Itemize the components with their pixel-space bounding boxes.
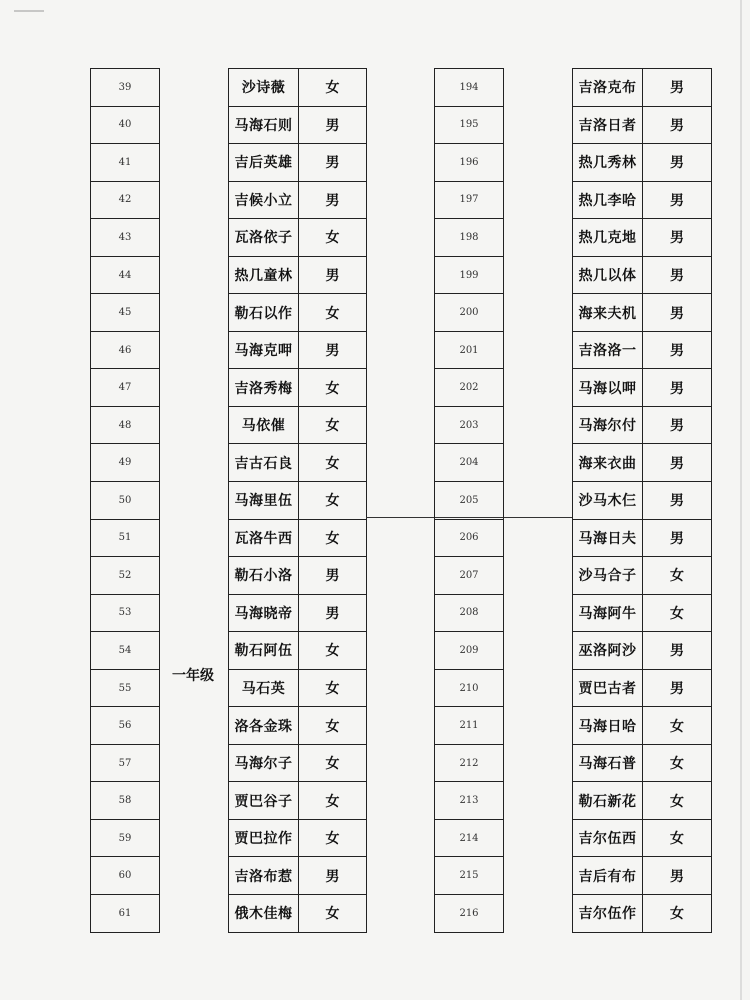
number-row bbox=[435, 407, 503, 445]
number-row bbox=[435, 444, 503, 482]
student-row bbox=[229, 632, 366, 670]
student-gender: 女 bbox=[298, 895, 366, 932]
student-name: 热几秀林 bbox=[578, 155, 637, 172]
student-row bbox=[229, 782, 366, 820]
student-name: 勒石新花 bbox=[578, 793, 637, 810]
student-row bbox=[229, 670, 366, 708]
right-name-column bbox=[572, 68, 712, 933]
number-row bbox=[435, 820, 503, 858]
student-row bbox=[573, 294, 711, 332]
scan-artifact bbox=[14, 10, 44, 12]
student-row bbox=[573, 857, 711, 895]
student-row bbox=[229, 144, 366, 182]
student-row bbox=[229, 219, 366, 257]
number-row bbox=[91, 257, 159, 295]
student-gender: 女 bbox=[298, 444, 366, 481]
student-gender: 男 bbox=[642, 107, 711, 144]
student-name: 沙马木仨 bbox=[578, 493, 637, 510]
student-row bbox=[573, 332, 711, 370]
student-gender: 女 bbox=[298, 520, 366, 557]
left-number-column bbox=[90, 68, 160, 933]
student-gender: 女 bbox=[642, 895, 711, 932]
student-name: 吉尔伍西 bbox=[578, 831, 637, 848]
student-gender: 男 bbox=[298, 257, 366, 294]
student-number: 205 bbox=[459, 494, 479, 506]
student-number: 48 bbox=[118, 419, 132, 431]
student-gender: 女 bbox=[642, 820, 711, 857]
student-gender: 男 bbox=[642, 219, 711, 256]
student-row bbox=[229, 820, 366, 858]
student-number: 60 bbox=[118, 870, 132, 882]
student-row bbox=[573, 895, 711, 933]
student-number: 206 bbox=[459, 532, 479, 544]
student-gender: 男 bbox=[298, 595, 366, 632]
student-number: 197 bbox=[459, 194, 479, 206]
student-row bbox=[573, 557, 711, 595]
number-row bbox=[435, 557, 503, 595]
student-name: 吉古石良 bbox=[234, 455, 293, 472]
student-row bbox=[573, 670, 711, 708]
number-row bbox=[435, 182, 503, 220]
student-name: 贾巴谷子 bbox=[234, 793, 293, 810]
student-name: 马海尔子 bbox=[234, 756, 293, 773]
student-number: 56 bbox=[118, 720, 132, 732]
student-gender: 女 bbox=[298, 294, 366, 331]
student-number: 53 bbox=[118, 607, 132, 619]
student-row bbox=[229, 857, 366, 895]
student-number: 43 bbox=[118, 231, 132, 243]
student-name: 热几以体 bbox=[578, 268, 637, 284]
number-row bbox=[91, 595, 159, 633]
student-name: 吉后英雄 bbox=[234, 155, 293, 172]
student-name: 马石英 bbox=[241, 681, 286, 698]
student-name: 沙马合子 bbox=[578, 568, 637, 585]
student-row bbox=[229, 595, 366, 633]
student-row bbox=[573, 707, 711, 745]
student-row bbox=[573, 820, 711, 858]
student-row bbox=[229, 520, 366, 558]
student-name: 热几童林 bbox=[234, 268, 293, 284]
student-row bbox=[229, 444, 366, 482]
student-gender: 男 bbox=[298, 182, 366, 219]
student-row bbox=[229, 182, 366, 220]
student-number: 204 bbox=[459, 457, 479, 469]
number-row bbox=[91, 407, 159, 445]
student-number: 51 bbox=[118, 532, 132, 544]
student-gender: 男 bbox=[642, 670, 711, 707]
number-row bbox=[91, 782, 159, 820]
student-row bbox=[229, 745, 366, 783]
right-number-column bbox=[434, 68, 504, 933]
student-row bbox=[573, 595, 711, 633]
student-row bbox=[229, 407, 366, 445]
student-number: 47 bbox=[118, 382, 132, 394]
student-name: 马海日夫 bbox=[578, 530, 637, 547]
student-row bbox=[229, 294, 366, 332]
number-row bbox=[91, 219, 159, 257]
student-gender: 女 bbox=[298, 782, 366, 819]
student-name: 勒石阿伍 bbox=[234, 643, 293, 660]
student-row bbox=[573, 257, 711, 295]
student-number: 199 bbox=[459, 269, 479, 281]
student-row bbox=[573, 632, 711, 670]
student-row bbox=[573, 482, 711, 520]
number-row bbox=[91, 745, 159, 783]
grade-label: 一年级 bbox=[172, 668, 214, 684]
student-gender: 女 bbox=[298, 745, 366, 782]
number-row bbox=[91, 369, 159, 407]
student-number: 213 bbox=[459, 795, 479, 807]
student-row bbox=[229, 69, 366, 107]
student-gender: 女 bbox=[642, 707, 711, 744]
student-row bbox=[573, 107, 711, 145]
student-name: 巫洛阿沙 bbox=[578, 643, 637, 660]
student-gender: 男 bbox=[642, 444, 711, 481]
number-row bbox=[435, 257, 503, 295]
student-number: 61 bbox=[118, 907, 132, 919]
student-name: 瓦洛依子 bbox=[234, 230, 293, 247]
number-row bbox=[91, 482, 159, 520]
number-row bbox=[435, 857, 503, 895]
student-gender: 男 bbox=[298, 332, 366, 369]
student-number: 207 bbox=[459, 569, 479, 581]
student-name: 马海以呷 bbox=[578, 380, 637, 397]
student-number: 196 bbox=[459, 156, 479, 168]
student-number: 46 bbox=[118, 344, 132, 356]
student-name: 吉洛克布 bbox=[578, 80, 637, 97]
student-gender: 女 bbox=[298, 482, 366, 519]
number-row bbox=[91, 294, 159, 332]
student-gender: 男 bbox=[642, 369, 711, 406]
number-row bbox=[91, 895, 159, 933]
number-row bbox=[435, 670, 503, 708]
student-number: 52 bbox=[118, 569, 132, 581]
student-gender: 女 bbox=[642, 782, 711, 819]
student-gender: 男 bbox=[298, 557, 366, 594]
number-row bbox=[435, 782, 503, 820]
student-number: 200 bbox=[459, 307, 479, 319]
student-name: 吉尔伍作 bbox=[578, 906, 637, 923]
student-name: 海来衣曲 bbox=[578, 455, 637, 472]
student-name: 吉洛秀梅 bbox=[234, 380, 293, 397]
student-number: 202 bbox=[459, 382, 479, 394]
number-row bbox=[91, 857, 159, 895]
student-gender: 女 bbox=[298, 820, 366, 857]
student-name: 贾巴古者 bbox=[578, 681, 637, 698]
student-name: 俄木佳梅 bbox=[234, 906, 293, 923]
student-gender: 男 bbox=[642, 407, 711, 444]
student-row bbox=[229, 369, 366, 407]
number-row bbox=[91, 69, 159, 107]
student-name: 马海石则 bbox=[234, 117, 293, 134]
number-row bbox=[435, 520, 503, 558]
student-name: 马海石普 bbox=[578, 756, 637, 773]
number-row bbox=[91, 332, 159, 370]
student-row bbox=[573, 745, 711, 783]
student-row bbox=[573, 444, 711, 482]
student-number: 194 bbox=[459, 81, 479, 93]
student-number: 208 bbox=[459, 607, 479, 619]
left-name-column bbox=[228, 68, 367, 933]
number-row bbox=[435, 332, 503, 370]
student-gender: 女 bbox=[642, 595, 711, 632]
student-name: 沙诗薇 bbox=[241, 80, 286, 97]
student-name: 吉洛洛一 bbox=[578, 343, 637, 360]
scan-edge bbox=[740, 0, 742, 1000]
student-name: 瓦洛牛西 bbox=[234, 530, 293, 547]
student-name: 马海阿牛 bbox=[578, 605, 637, 622]
student-number: 50 bbox=[118, 494, 132, 506]
number-row bbox=[91, 632, 159, 670]
student-gender: 女 bbox=[298, 369, 366, 406]
student-gender: 女 bbox=[298, 219, 366, 256]
student-number: 58 bbox=[118, 795, 132, 807]
number-row bbox=[435, 595, 503, 633]
number-row bbox=[435, 144, 503, 182]
student-name: 吉后有布 bbox=[578, 868, 637, 885]
student-number: 42 bbox=[118, 194, 132, 206]
student-name: 吉洛布惹 bbox=[234, 868, 293, 885]
number-row bbox=[435, 895, 503, 933]
student-number: 214 bbox=[459, 832, 479, 844]
student-number: 55 bbox=[118, 682, 132, 694]
number-row bbox=[435, 482, 503, 520]
number-row bbox=[91, 144, 159, 182]
student-gender: 女 bbox=[298, 407, 366, 444]
number-row bbox=[91, 107, 159, 145]
student-gender: 男 bbox=[642, 520, 711, 557]
student-gender: 男 bbox=[642, 857, 711, 894]
student-row bbox=[229, 895, 366, 933]
student-number: 57 bbox=[118, 757, 132, 769]
student-row bbox=[229, 707, 366, 745]
student-row bbox=[229, 257, 366, 295]
student-number: 49 bbox=[118, 457, 132, 469]
student-number: 54 bbox=[118, 644, 132, 656]
student-gender: 男 bbox=[642, 257, 711, 294]
student-number: 198 bbox=[459, 231, 479, 243]
student-row bbox=[229, 482, 366, 520]
student-gender: 女 bbox=[298, 707, 366, 744]
student-row bbox=[573, 69, 711, 107]
number-row bbox=[435, 219, 503, 257]
number-row bbox=[91, 557, 159, 595]
student-gender: 女 bbox=[298, 670, 366, 707]
number-row bbox=[91, 182, 159, 220]
student-row bbox=[573, 219, 711, 257]
student-number: 201 bbox=[459, 344, 479, 356]
student-gender: 男 bbox=[642, 482, 711, 519]
number-row bbox=[91, 444, 159, 482]
student-name: 吉洛日者 bbox=[578, 117, 637, 134]
student-name: 马海克呷 bbox=[234, 343, 293, 360]
student-number: 44 bbox=[118, 269, 132, 281]
number-row bbox=[91, 670, 159, 708]
student-gender: 男 bbox=[298, 857, 366, 894]
number-row bbox=[435, 632, 503, 670]
student-name: 勒石以作 bbox=[234, 305, 293, 322]
student-gender: 男 bbox=[642, 182, 711, 219]
student-row bbox=[229, 557, 366, 595]
student-row bbox=[573, 407, 711, 445]
student-row bbox=[573, 520, 711, 558]
student-number: 39 bbox=[118, 81, 132, 93]
student-gender: 女 bbox=[298, 632, 366, 669]
student-gender: 男 bbox=[642, 144, 711, 181]
student-row bbox=[229, 332, 366, 370]
student-number: 209 bbox=[459, 644, 479, 656]
student-name: 马海尔付 bbox=[578, 418, 637, 435]
student-number: 216 bbox=[459, 907, 479, 919]
student-row bbox=[229, 107, 366, 145]
number-row bbox=[435, 294, 503, 332]
student-name: 马依催 bbox=[241, 418, 286, 435]
number-row bbox=[91, 820, 159, 858]
student-row bbox=[573, 782, 711, 820]
student-gender: 男 bbox=[642, 632, 711, 669]
student-gender: 女 bbox=[298, 69, 366, 106]
student-name: 洛各金珠 bbox=[234, 718, 293, 735]
number-row bbox=[435, 69, 503, 107]
student-number: 215 bbox=[459, 870, 479, 882]
number-row bbox=[435, 107, 503, 145]
student-row bbox=[573, 369, 711, 407]
student-name: 热几克地 bbox=[578, 230, 637, 247]
student-number: 40 bbox=[118, 119, 132, 131]
number-row bbox=[435, 369, 503, 407]
student-gender: 女 bbox=[642, 557, 711, 594]
number-row bbox=[91, 520, 159, 558]
student-row bbox=[573, 144, 711, 182]
student-name: 马海里伍 bbox=[234, 493, 293, 510]
student-gender: 男 bbox=[298, 144, 366, 181]
student-name: 勒石小洛 bbox=[234, 568, 293, 585]
student-gender: 女 bbox=[642, 745, 711, 782]
number-row bbox=[91, 707, 159, 745]
student-number: 195 bbox=[459, 119, 479, 131]
student-number: 211 bbox=[459, 720, 479, 732]
student-number: 212 bbox=[459, 757, 479, 769]
student-number: 41 bbox=[118, 156, 132, 168]
student-name: 马海晓帝 bbox=[234, 605, 293, 622]
student-name: 吉候小立 bbox=[234, 192, 293, 209]
number-row bbox=[435, 707, 503, 745]
number-row bbox=[435, 745, 503, 783]
student-gender: 男 bbox=[642, 294, 711, 331]
student-row bbox=[573, 182, 711, 220]
student-gender: 男 bbox=[642, 69, 711, 106]
student-name: 贾巴拉作 bbox=[234, 831, 293, 848]
student-number: 203 bbox=[459, 419, 479, 431]
student-number: 59 bbox=[118, 832, 132, 844]
student-gender: 男 bbox=[298, 107, 366, 144]
student-name: 热几李哈 bbox=[578, 192, 637, 209]
student-name: 海来夫机 bbox=[578, 305, 637, 322]
student-number: 210 bbox=[459, 682, 479, 694]
student-name: 马海日哈 bbox=[578, 718, 637, 735]
student-gender: 男 bbox=[642, 332, 711, 369]
student-number: 45 bbox=[118, 307, 132, 319]
